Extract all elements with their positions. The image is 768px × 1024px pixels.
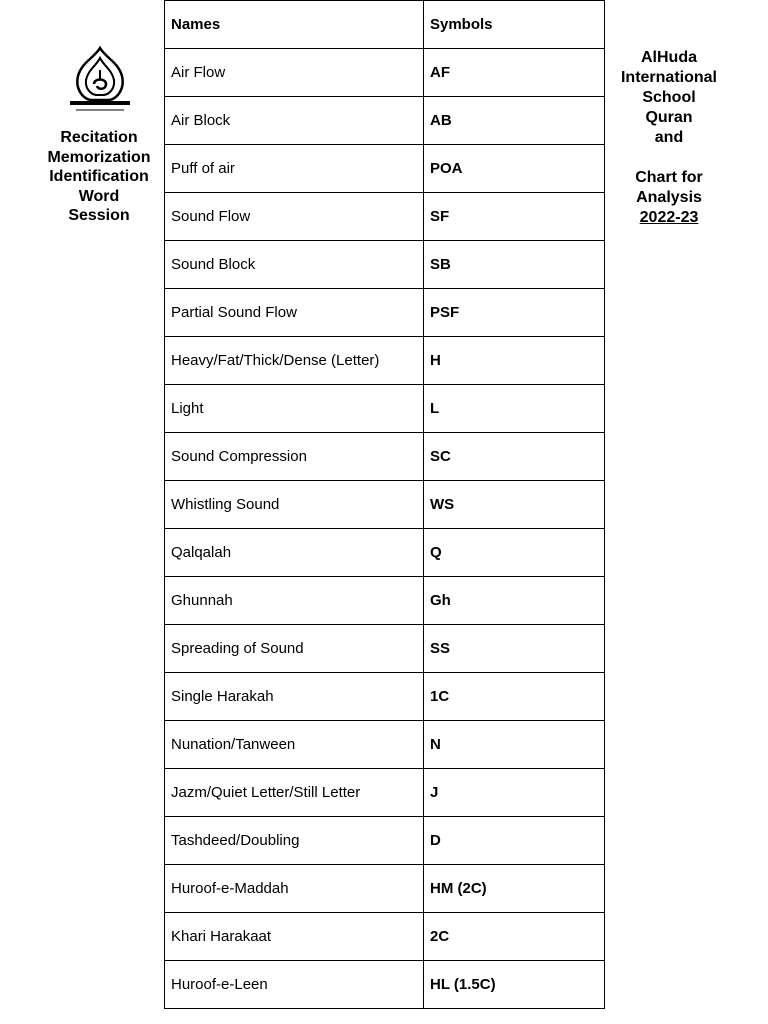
cell-symbol: SB [424,241,605,289]
table-row [165,625,605,673]
left-line-memorization: Memorization [47,148,151,166]
cell-name: Puff of air [165,145,424,193]
table-row [165,49,605,97]
cell-name: Whistling Sound [165,481,424,529]
school-logo [64,44,136,116]
cell-name: Khari Harakaat [165,913,424,961]
left-line-identification: Identification [49,168,149,185]
table-row [165,145,605,193]
table-row [165,577,605,625]
table-row [165,529,605,577]
table-row [165,961,605,1009]
cell-symbol: L [424,385,605,433]
table-row [165,241,605,289]
cell-name: Air Flow [165,49,424,97]
cell-symbol: D [424,817,605,865]
table-row [165,721,605,769]
cell-symbol: H [424,337,605,385]
cell-symbol: N [424,721,605,769]
cell-symbol: Q [424,529,605,577]
right-line-alhuda: AlHuda [641,49,697,66]
cell-name: Qalqalah [165,529,424,577]
cell-name: Sound Flow [165,193,424,241]
table-row [165,817,605,865]
symbols-table [164,0,605,1009]
crest-icon [64,44,136,116]
cell-symbol: PSF [424,289,605,337]
left-line-recitation: Recitation [60,129,138,146]
right-line-international: International [620,69,717,86]
cell-symbol: SS [424,625,605,673]
cell-name: Spreading of Sound [165,625,424,673]
cell-name: Ghunnah [165,577,424,625]
cell-name: Tashdeed/Doubling [165,817,424,865]
cell-symbol: SF [424,193,605,241]
cell-name: Huroof-e-Maddah [165,865,424,913]
table-row [165,913,605,961]
table-row [165,289,605,337]
header-names: Names [165,1,424,49]
cell-name: Light [165,385,424,433]
table-row [165,769,605,817]
right-title-block [610,48,728,228]
cell-name: Nunation/Tanween [165,721,424,769]
table-row [165,865,605,913]
right-line-year: 2022-23 [639,209,699,226]
left-line-word: Word [78,187,120,205]
cell-symbol: SC [424,433,605,481]
right-line-and: and [654,129,684,146]
table-row [165,433,605,481]
table-row [165,481,605,529]
right-line-chart-for: Chart for [635,169,703,186]
cell-name: Air Block [165,97,424,145]
cell-name: Heavy/Fat/Thick/Dense (Letter) [165,337,424,385]
cell-symbol: J [424,769,605,817]
cell-name: Sound Block [165,241,424,289]
cell-name: Single Harakah [165,673,424,721]
cell-symbol: POA [424,145,605,193]
table-row [165,193,605,241]
cell-symbol: WS [424,481,605,529]
right-line-school: School [642,89,696,106]
cell-name: Huroof-e-Leen [165,961,424,1009]
left-line-session: Session [68,207,130,224]
cell-name: Partial Sound Flow [165,289,424,337]
right-line-analysis: Analysis [636,189,702,206]
cell-symbol: AF [424,49,605,97]
cell-symbol: AB [424,97,605,145]
right-line-quran: Quran [645,109,693,126]
table-row [165,97,605,145]
cell-symbol: 2C [424,913,605,961]
table-row [165,673,605,721]
cell-symbol: HL (1.5C) [424,961,605,1009]
header-symbols: Symbols [424,1,605,49]
cell-name: Jazm/Quiet Letter/Still Letter [165,769,424,817]
table-row [165,385,605,433]
table-body [165,49,605,1009]
right-block-spacer [610,148,728,168]
table-header-row [165,1,605,49]
cell-symbol: Gh [424,577,605,625]
cell-symbol: 1C [424,673,605,721]
left-session-block [38,128,160,226]
cell-name: Sound Compression [165,433,424,481]
table-row [165,337,605,385]
cell-symbol: HM (2C) [424,865,605,913]
